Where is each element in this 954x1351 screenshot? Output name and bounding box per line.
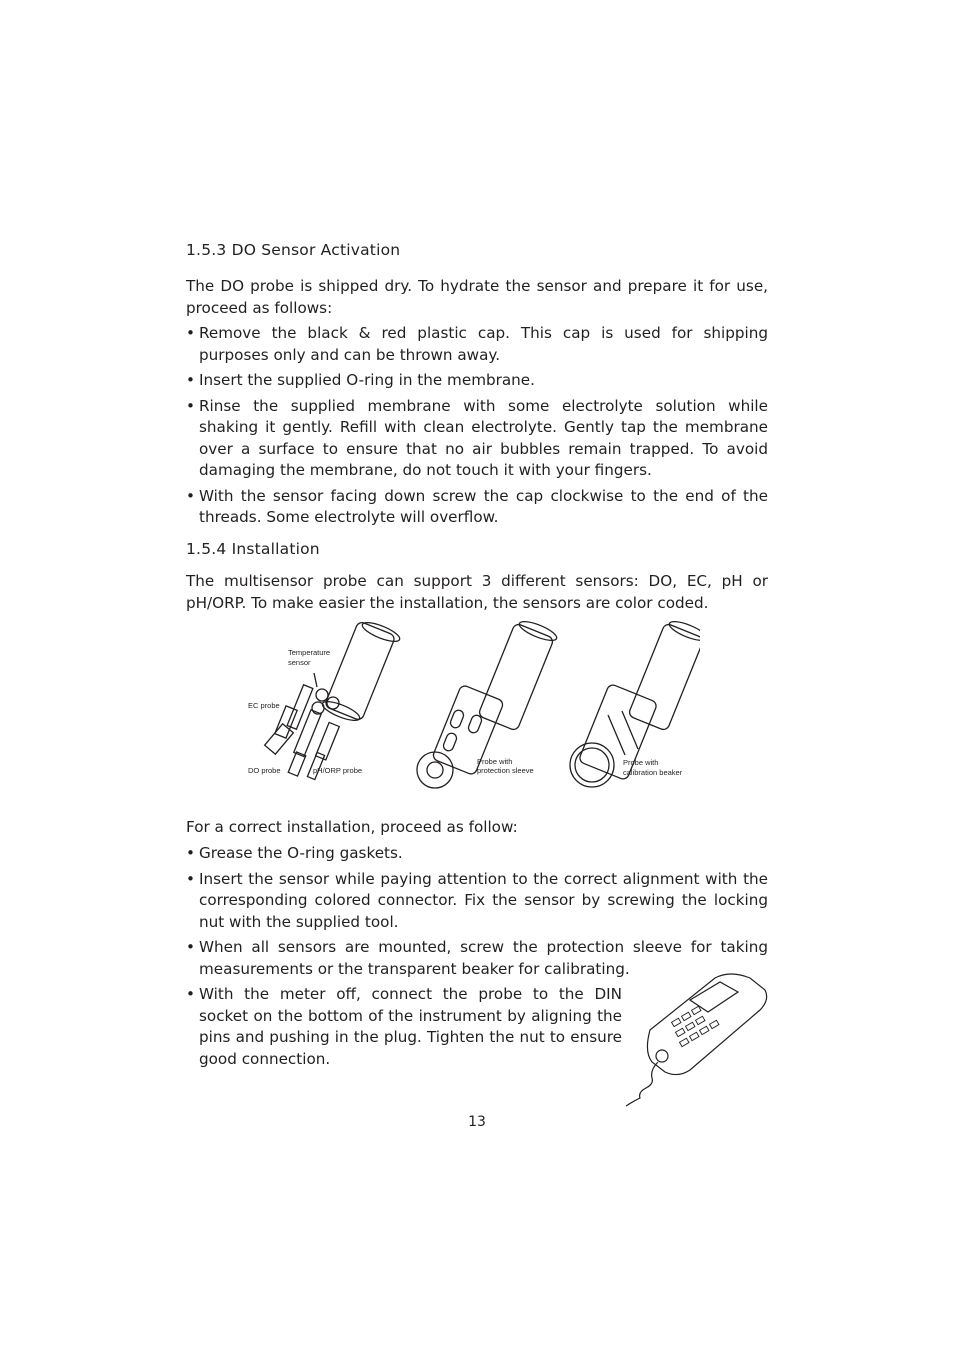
label-do-probe: DO probe [248, 766, 281, 775]
installation-intro-paragraph: The multisensor probe can support 3 different sensors: DO, EC, pH or pH/ORP. To make easier the installation, the sensors are color coded. [186, 572, 768, 612]
do-activation-steps [186, 323, 768, 533]
label-calibration-beaker-line1: Probe with [623, 758, 659, 767]
probe-exploded-illustration [265, 619, 402, 780]
label-temperature-sensor-line1: Temperature [288, 648, 331, 657]
list-item: • Insert the sensor while paying attention to the correct alignment with the corresponding colored connector. Fix the sensor by screwing the locking nut with the supplied tool. [186, 869, 768, 931]
section-heading-installation: 1.5.4 Installation [186, 540, 320, 558]
install-intro-paragraph: For a correct installation, proceed as follow: [186, 818, 518, 836]
handheld-meter-illustration [620, 970, 770, 1110]
list-item: • With the meter off, connect the probe to the DIN socket on the bottom of the instrument by aligning the pins and pushing in the plug. Tighten the nut to ensure good connection. [186, 985, 622, 1068]
multisensor-probe-figure [240, 615, 700, 795]
installation-steps-last [186, 984, 622, 1074]
installation-steps [186, 843, 768, 984]
list-item: • With the sensor facing down screw the cap clockwise to the end of the threads. Some electrolyte will overflow. [186, 486, 768, 526]
label-temperature-sensor-line2: sensor [288, 658, 311, 667]
list-item: • Insert the supplied O-ring in the membrane. [186, 371, 535, 389]
label-calibration-beaker-line2: calibration beaker [623, 768, 683, 777]
page-number: 13 [468, 1114, 486, 1130]
list-item: • Rinse the supplied membrane with some electrolyte solution while shaking it gently. Refill with clean electrolyte. Gently tap the membrane over a surface to ensure that no air bubbles remain trapped. To avoid damaging the membrane, do not touch it with your fingers. [186, 396, 768, 479]
section-heading-do-sensor-activation: 1.5.3 DO Sensor Activation [186, 241, 401, 259]
label-ec-probe: EC probe [248, 701, 280, 710]
label-protection-sleeve-line1: Probe with [477, 757, 513, 766]
label-protection-sleeve-line2: protection sleeve [477, 766, 534, 775]
label-ph-orp-probe: pH/ORP probe [313, 766, 363, 775]
list-item: • When all sensors are mounted, screw the protection sleeve for taking measurements or the transparent beaker for calibrating. [186, 938, 768, 978]
do-intro-paragraph: The DO probe is shipped dry. To hydrate the sensor and prepare it for use, proceed as follows: [186, 277, 768, 317]
list-item: • Remove the black & red plastic cap. This cap is used for shipping purposes only and can be thrown away. [186, 324, 768, 364]
list-item: • Grease the O-ring gaskets. [186, 844, 403, 862]
